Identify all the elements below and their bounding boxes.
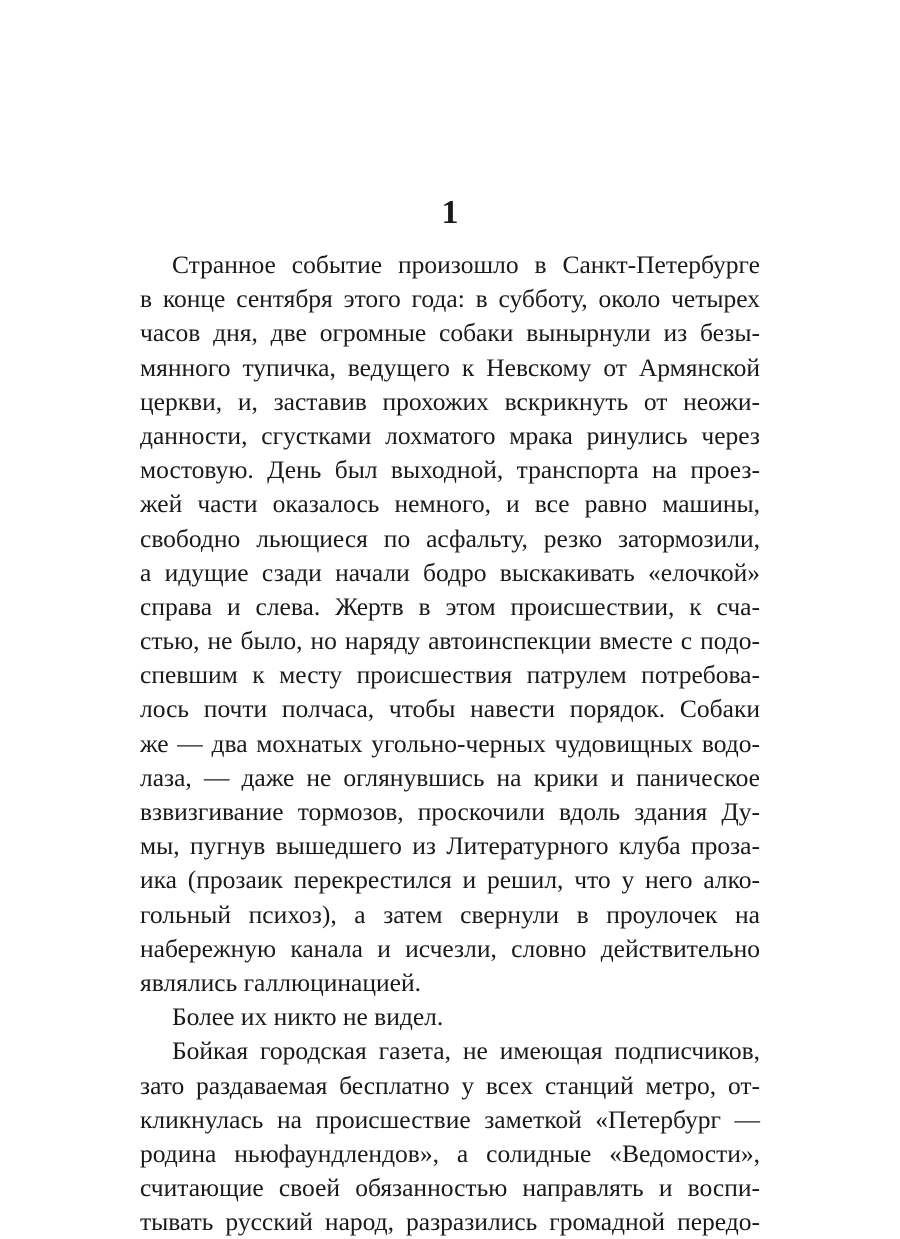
text-line: мы, пугнув вышедшего из Литературного клуба проза- bbox=[140, 831, 760, 861]
text-line: церкви, и, заставив прохожих вскрикнуть от неожи- bbox=[140, 386, 760, 416]
text-line: считающие своей обязанностью направлять и воспи- bbox=[140, 1173, 760, 1203]
text-line: взвизгивание тормозов, проскочили вдоль здания Ду- bbox=[140, 797, 760, 826]
text-line: в конце сентября этого года: в субботу, около четырех bbox=[140, 284, 760, 314]
text-line: гольный психоз), а затем свернули в проулочек на bbox=[140, 899, 760, 929]
text-line: данности, сгустками лохматого мрака ринулись через bbox=[140, 420, 760, 450]
text-line: Бойкая городская газета, не имеющая подписчиков, bbox=[172, 1036, 760, 1066]
text-line: ика (прозаик перекрестился и решил, что у него алко- bbox=[140, 865, 760, 895]
text-line: часов дня, две огромные собаки вынырнули из безы- bbox=[140, 318, 760, 348]
text-line: стью, не было, но наряду автоинспекции вместе с подо- bbox=[140, 626, 760, 656]
text-line: зато раздаваемая бесплатно у всех станций метро, от- bbox=[140, 1070, 760, 1100]
text-line: Более их никто не видел. bbox=[172, 1002, 444, 1032]
text-line: лаза, — даже не оглянувшись на крики и паническое bbox=[140, 762, 760, 792]
text-line: родина ньюфаундлендов», а солидные «Ведомости», bbox=[140, 1138, 760, 1168]
text-line: а идущие сзади начали бодро выскакивать «елочкой» bbox=[140, 557, 760, 587]
text-line: справа и слева. Жертв в этом происшествии, к сча- bbox=[140, 591, 760, 621]
chapter-number: 1 bbox=[441, 194, 459, 231]
text-line: же — два мохнатых угольно-черных чудовищных водо- bbox=[140, 728, 760, 758]
text-line: лось почти полчаса, чтобы навести порядок. Собаки bbox=[140, 694, 760, 724]
text-line: тывать русский народ, разразились громадной передо- bbox=[140, 1207, 760, 1237]
text-line: набережную канала и исчезли, словно действительно bbox=[140, 933, 760, 963]
text-line: мостовую. День был выходной, транспорта на проез- bbox=[140, 455, 760, 485]
chapter-text bbox=[140, 248, 760, 1239]
text-line: спевшим к месту происшествия патрулем потребова- bbox=[140, 660, 760, 690]
text-line: свободно льющиеся по асфальту, резко затормозили, bbox=[140, 523, 760, 553]
text-line: жей части оказалось немного, и все равно машины, bbox=[140, 489, 760, 519]
text-line: Странное событие произошло в Санкт-Петербурге bbox=[172, 250, 760, 279]
text-line: кликнулась на происшествие заметкой «Петербург — bbox=[140, 1104, 760, 1134]
text-line: являлись галлюцинацией. bbox=[140, 967, 421, 997]
text-line: мянного тупичка, ведущего к Невскому от Армянской bbox=[140, 352, 760, 382]
